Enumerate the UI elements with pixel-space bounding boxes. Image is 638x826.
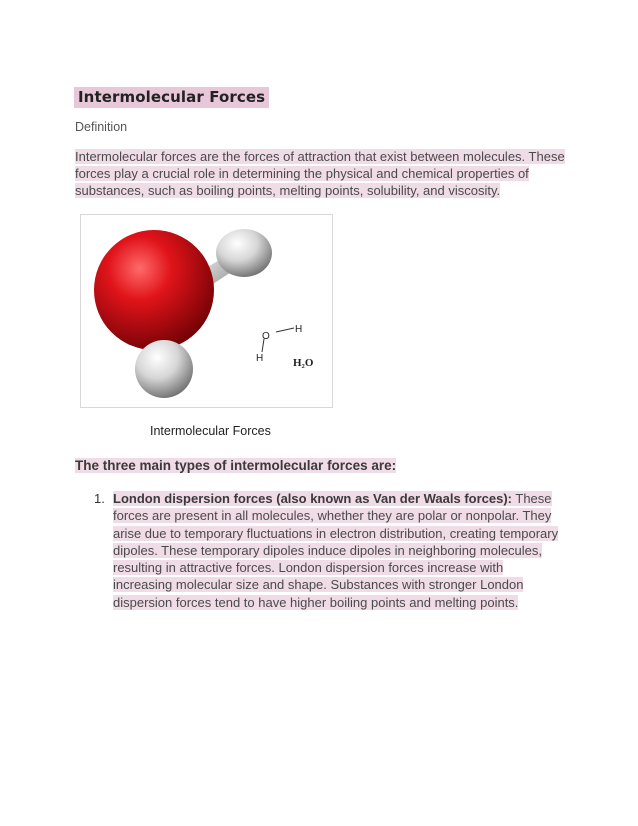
formula-o: O <box>262 331 270 342</box>
section-subheading <box>75 458 396 473</box>
formula-h-bottom: H <box>256 353 264 364</box>
oxygen-atom <box>94 230 214 350</box>
formula-h-top: H <box>295 324 303 335</box>
intro-text: Intermolecular forces are the forces of attraction that exist between molecules. These forces play a crucial role in determining the physical and chemical properties of substances, such as boiling points, melting points, solubility, and viscosity. <box>75 149 565 198</box>
water-molecule-figure <box>80 214 333 408</box>
formula-bond-horizontal <box>276 328 294 332</box>
list-item-number: 1. <box>94 491 105 506</box>
forces-list <box>94 490 564 611</box>
hydrogen-atom-upper <box>216 229 272 277</box>
list-item-text <box>113 491 558 610</box>
hydrogen-atom-lower <box>135 340 193 398</box>
list-item <box>94 490 564 611</box>
formula-h2o: H₂O <box>293 357 314 369</box>
document-title: Intermolecular Forces <box>74 87 269 108</box>
list-item-lead: London dispersion forces (also known as Van der Waals forces): <box>113 491 512 506</box>
definition-label: Definition <box>75 120 128 134</box>
figure-caption: Intermolecular Forces <box>150 424 271 438</box>
water-molecule-illustration <box>81 215 333 408</box>
intro-paragraph <box>75 148 565 199</box>
list-item-body: These forces are present in all molecules, whether they are polar or nonpolar. They arise due to temporary fluctuations in electron distribution, creating temporary dipoles. These temporary dipoles induce dipoles in neighboring molecules, resulting in attractive forces. London dispersion forces increase with increasing molecular size and shape. Substances with stronger London dispersion forces tend to have higher boiling points and melting points. <box>113 491 559 610</box>
section-subheading-text: The three main types of intermolecular forces are: <box>75 458 397 473</box>
